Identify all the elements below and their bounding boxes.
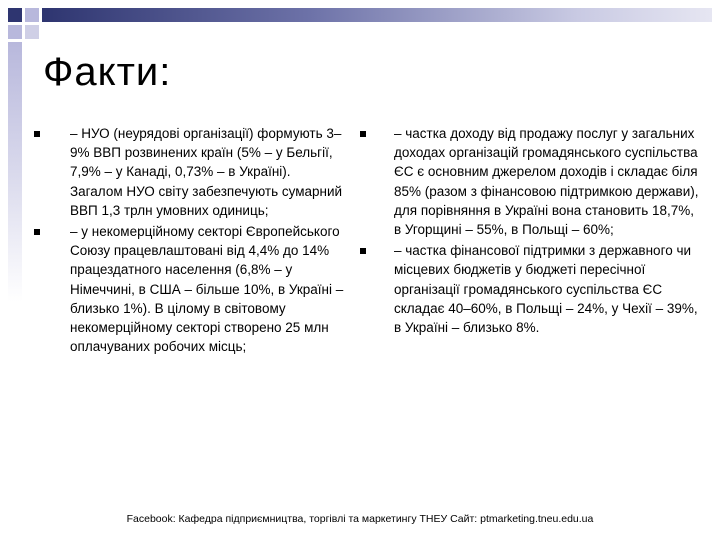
list-item-text: – частка фінансової підтримки з державного чи місцевих бюджетів у бюджеті пересічної організації громадянського суспільства ЄС складає 40–60%, в Польщі – 24%, у Чехії – 39%, в Україні – близько 8%. <box>394 243 698 336</box>
slide-footer: Facebook: Кафедра підприємництва, торгівлі та маркетингу ТНЕУ Сайт: ptmarketing.tneu.edu.ua <box>126 513 594 525</box>
list-item <box>34 222 344 356</box>
right-column <box>360 124 700 339</box>
list-item <box>34 124 344 220</box>
list-item-text: – НУО (неурядові організації) формують 3–9% ВВП розвинених країн (5% – у Бельгії, 7,9% – у Канаді, 0,73% – в Україні). Загалом НУО світу забезпечують сумарний ВВП 1,3 трлн умовних одиниць; <box>70 126 343 218</box>
list-item-text: – у некомерційному секторі Європейського Союзу працевлаштовані від 4,4% до 14% працездатного населення (6,8% – у Німеччині, в США – більше 10%, в Україні – близько 1%). В цілому в світовому некомерційному секторі створено 25 млн оплачуваних робочих місць; <box>70 224 344 355</box>
decor-square-light <box>25 8 39 22</box>
bullet-square-icon <box>34 131 40 137</box>
bullet-square-icon <box>34 229 40 235</box>
list-item-text: – частка доходу від продажу послуг у загальних доходах організацій громадянського суспільства ЄС є основним джерелом доходів і складає біля 85% (разом з фінансовою підтримкою держави), для порівняння в Україні вона становить 18,7%, в Угорщині – 55%, в Польщі – 60%; <box>394 126 699 238</box>
left-gradient-bar <box>8 42 22 302</box>
decor-square-light <box>8 25 22 39</box>
top-gradient-bar <box>42 8 712 22</box>
list-item <box>360 124 700 239</box>
left-column <box>34 124 344 358</box>
decor-square-dark <box>8 8 22 22</box>
slide-title: Факти: <box>43 50 172 94</box>
bullet-square-icon <box>360 131 366 137</box>
decor-square-light <box>25 25 39 39</box>
bullet-square-icon <box>360 248 366 254</box>
list-item <box>360 241 700 337</box>
